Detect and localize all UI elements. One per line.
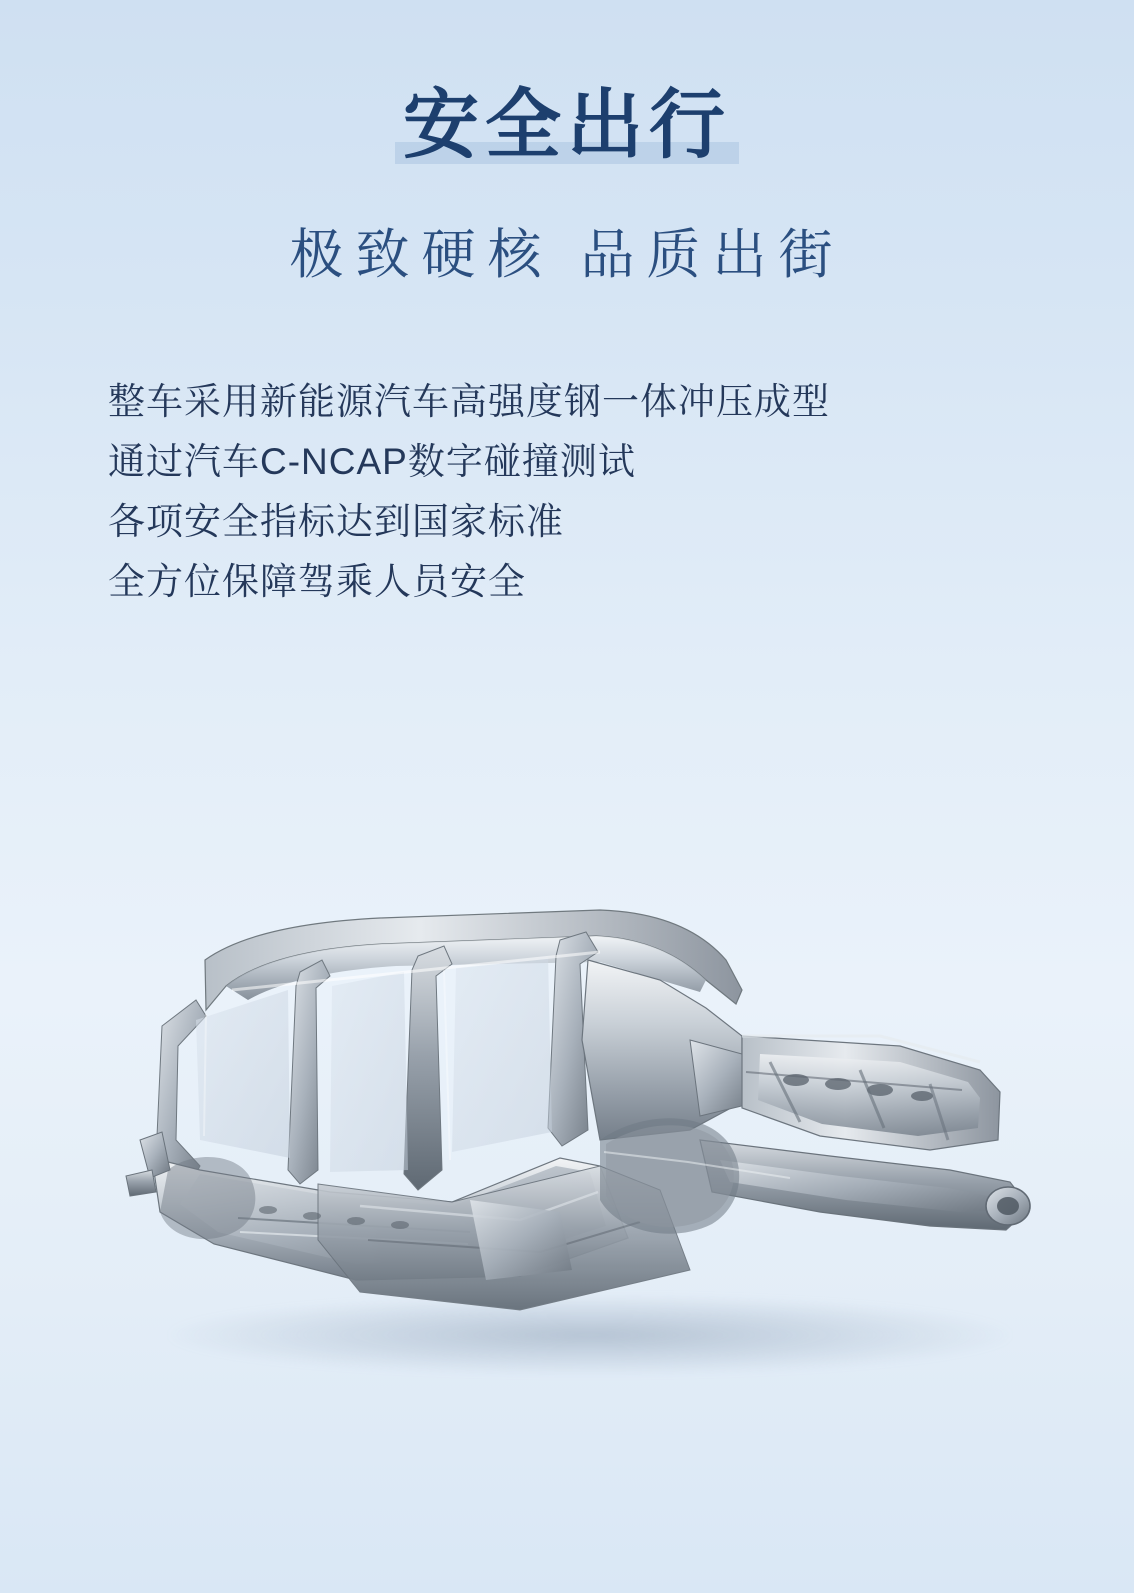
- headline-container: [0, 83, 1134, 168]
- feature-list: [108, 372, 1038, 612]
- feature-line: 各项安全指标达到国家标准: [108, 500, 564, 542]
- page-title: [395, 83, 739, 168]
- car-body-in-white-icon: [0, 840, 1134, 1460]
- feature-line: 通过汽车C-NCAP数字碰撞测试: [108, 440, 636, 482]
- feature-line: 整车采用新能源汽车高强度钢一体冲压成型: [108, 381, 830, 422]
- car-illustration: [0, 840, 1134, 1460]
- headline-text: 安全出行: [403, 83, 731, 168]
- feature-line: 全方位保障驾乘人员安全: [108, 560, 526, 602]
- subheadline: 极致硬核 品质出街: [289, 225, 845, 285]
